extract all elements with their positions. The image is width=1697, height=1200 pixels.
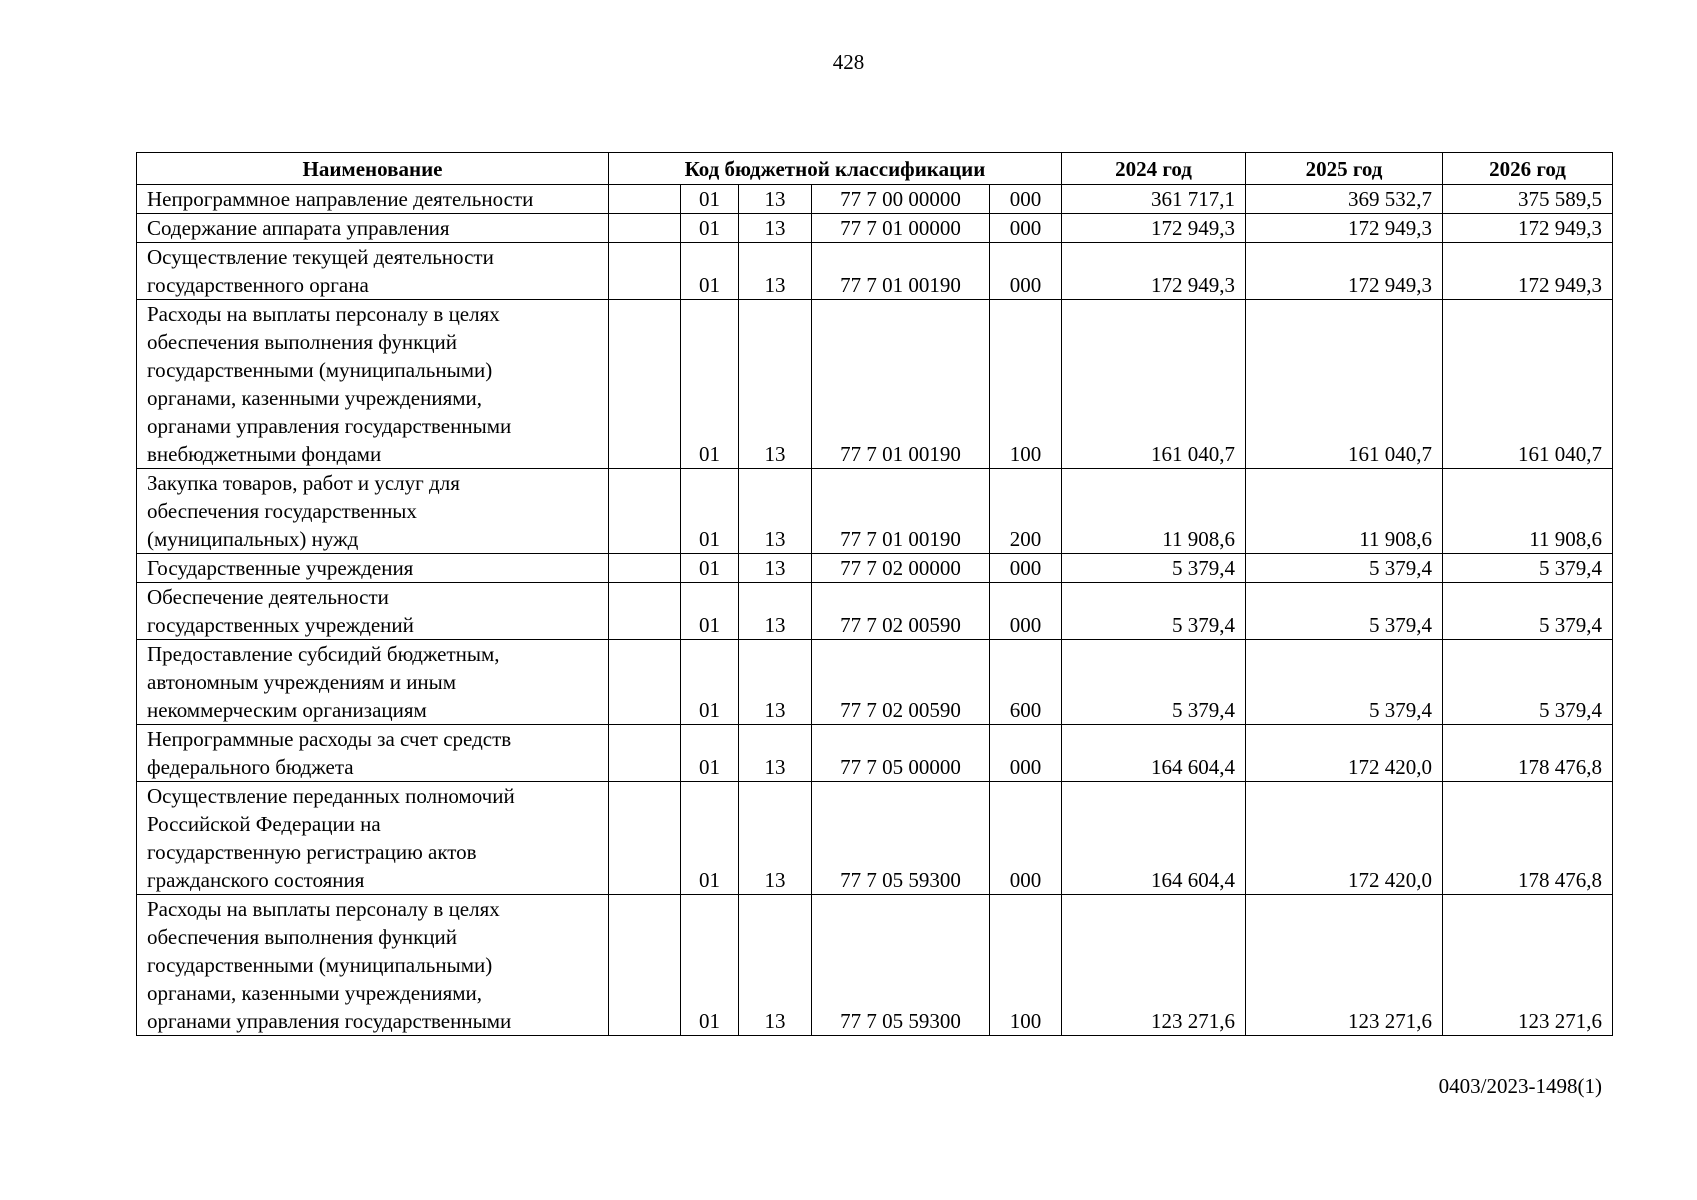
code-section [609,583,681,640]
value-2025: 5 379,4 [1246,554,1443,583]
code-section [609,214,681,243]
code-subsection: 13 [739,469,812,554]
row-name: Осуществление текущей деятельности государственного органа [137,243,609,300]
code-chapter: 01 [681,214,739,243]
value-2026: 5 379,4 [1443,554,1613,583]
value-2026: 11 908,6 [1443,469,1613,554]
code-chapter: 01 [681,583,739,640]
value-2024: 161 040,7 [1062,300,1246,469]
code-expense-type: 000 [990,243,1062,300]
value-2024: 172 949,3 [1062,243,1246,300]
code-chapter: 01 [681,243,739,300]
code-target-article: 77 7 01 00190 [812,469,990,554]
value-2024: 5 379,4 [1062,583,1246,640]
value-2024: 5 379,4 [1062,640,1246,725]
code-chapter: 01 [681,725,739,782]
code-chapter: 01 [681,895,739,1036]
code-chapter: 01 [681,469,739,554]
code-subsection: 13 [739,782,812,895]
value-2025: 369 532,7 [1246,185,1443,214]
code-section [609,895,681,1036]
row-name: Непрограммные расходы за счет средств федерального бюджета [137,725,609,782]
value-2026: 172 949,3 [1443,214,1613,243]
value-2025: 123 271,6 [1246,895,1443,1036]
table-row [137,554,1613,583]
value-2026: 375 589,5 [1443,185,1613,214]
row-name: Расходы на выплаты персоналу в целях обеспечения выполнения функций государственными (муниципальными) органами, казенными учреждениями, органами управления государственными внебюджетными фондами [137,300,609,469]
code-expense-type: 100 [990,300,1062,469]
code-expense-type: 000 [990,782,1062,895]
code-chapter: 01 [681,640,739,725]
table-header-row [137,153,1613,185]
value-2025: 161 040,7 [1246,300,1443,469]
table-row [137,185,1613,214]
row-name: Содержание аппарата управления [137,214,609,243]
table-row [137,300,1613,469]
code-target-article: 77 7 02 00000 [812,554,990,583]
value-2025: 5 379,4 [1246,583,1443,640]
code-target-article: 77 7 02 00590 [812,640,990,725]
table-row [137,469,1613,554]
value-2024: 361 717,1 [1062,185,1246,214]
value-2025: 5 379,4 [1246,640,1443,725]
code-chapter: 01 [681,782,739,895]
value-2026: 172 949,3 [1443,243,1613,300]
code-subsection: 13 [739,895,812,1036]
code-target-article: 77 7 02 00590 [812,583,990,640]
code-target-article: 77 7 05 59300 [812,782,990,895]
value-2025: 172 949,3 [1246,243,1443,300]
code-expense-type: 000 [990,583,1062,640]
code-chapter: 01 [681,554,739,583]
table-row [137,640,1613,725]
table-row [137,725,1613,782]
value-2025: 172 420,0 [1246,782,1443,895]
value-2024: 164 604,4 [1062,725,1246,782]
header-2025: 2025 год [1246,153,1443,185]
header-2024: 2024 год [1062,153,1246,185]
row-name: Обеспечение деятельности государственных учреждений [137,583,609,640]
value-2024: 172 949,3 [1062,214,1246,243]
code-target-article: 77 7 05 00000 [812,725,990,782]
value-2026: 123 271,6 [1443,895,1613,1036]
row-name: Государственные учреждения [137,554,609,583]
code-subsection: 13 [739,554,812,583]
code-subsection: 13 [739,640,812,725]
code-expense-type: 000 [990,725,1062,782]
value-2026: 178 476,8 [1443,725,1613,782]
header-2026: 2026 год [1443,153,1613,185]
code-target-article: 77 7 05 59300 [812,895,990,1036]
row-name: Закупка товаров, работ и услуг для обеспечения государственных (муниципальных) нужд [137,469,609,554]
code-target-article: 77 7 00 00000 [812,185,990,214]
value-2026: 5 379,4 [1443,640,1613,725]
code-subsection: 13 [739,243,812,300]
code-section [609,782,681,895]
page-number: 428 [832,50,865,74]
row-name: Непрограммное направление деятельности [137,185,609,214]
table-row [137,782,1613,895]
code-section [609,243,681,300]
code-expense-type: 000 [990,185,1062,214]
code-section [609,469,681,554]
row-name: Расходы на выплаты персоналу в целях обеспечения выполнения функций государственными (муниципальными) органами, казенными учреждениями, органами управления государственными [137,895,609,1036]
table-row [137,243,1613,300]
code-expense-type: 000 [990,214,1062,243]
code-chapter: 01 [681,185,739,214]
code-section [609,640,681,725]
code-section [609,300,681,469]
code-subsection: 13 [739,725,812,782]
table-row [137,583,1613,640]
value-2025: 172 420,0 [1246,725,1443,782]
code-chapter: 01 [681,300,739,469]
row-name: Предоставление субсидий бюджетным, автономным учреждениям и иным некоммерческим организациям [137,640,609,725]
code-subsection: 13 [739,300,812,469]
code-expense-type: 000 [990,554,1062,583]
header-name: Наименование [137,153,609,185]
code-expense-type: 600 [990,640,1062,725]
code-target-article: 77 7 01 00190 [812,243,990,300]
value-2024: 5 379,4 [1062,554,1246,583]
value-2024: 164 604,4 [1062,782,1246,895]
code-expense-type: 100 [990,895,1062,1036]
document-id: 0403/2023-1498(1) [1438,1074,1602,1098]
code-section [609,725,681,782]
code-target-article: 77 7 01 00190 [812,300,990,469]
value-2024: 123 271,6 [1062,895,1246,1036]
header-code: Код бюджетной классификации [609,153,1062,185]
code-section [609,554,681,583]
code-subsection: 13 [739,214,812,243]
row-name: Осуществление переданных полномочий Российской Федерации на государственную регистрацию актов гражданского состояния [137,782,609,895]
value-2026: 178 476,8 [1443,782,1613,895]
table-row [137,895,1613,1036]
code-target-article: 77 7 01 00000 [812,214,990,243]
budget-table [136,152,1613,1036]
value-2026: 5 379,4 [1443,583,1613,640]
value-2024: 11 908,6 [1062,469,1246,554]
value-2025: 11 908,6 [1246,469,1443,554]
code-expense-type: 200 [990,469,1062,554]
value-2026: 161 040,7 [1443,300,1613,469]
code-subsection: 13 [739,185,812,214]
code-subsection: 13 [739,583,812,640]
value-2025: 172 949,3 [1246,214,1443,243]
code-section [609,185,681,214]
table-row [137,214,1613,243]
